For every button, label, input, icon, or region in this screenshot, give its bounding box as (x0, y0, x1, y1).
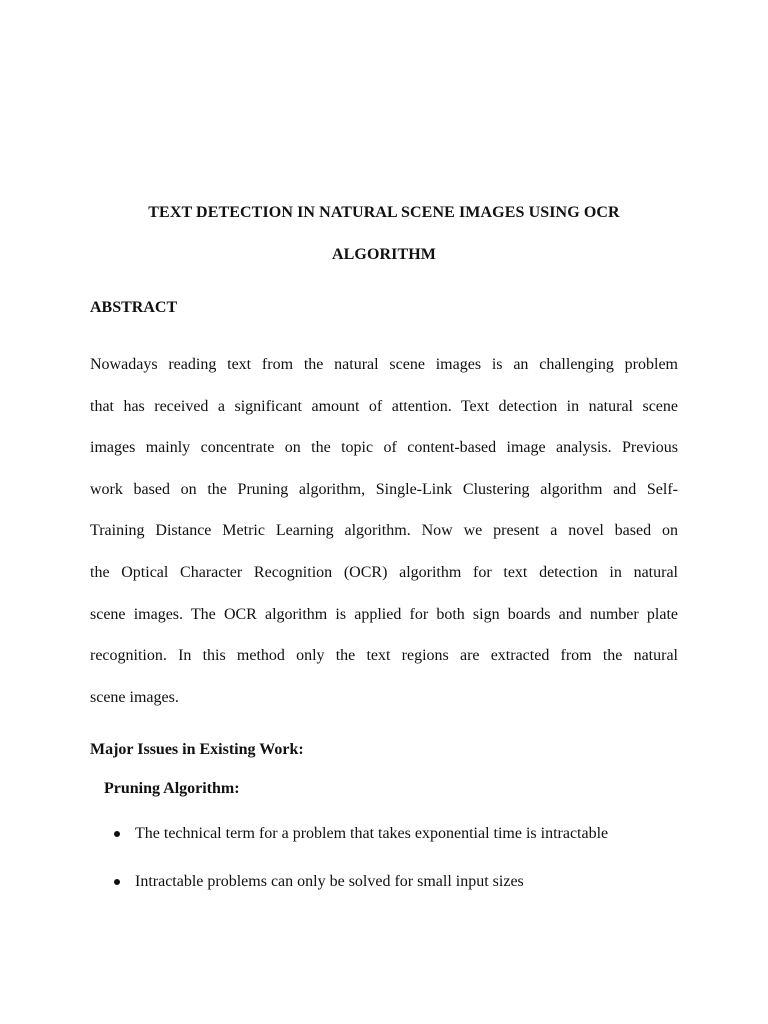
section-heading: Major Issues in Existing Work: (90, 741, 304, 758)
subsection-heading: Pruning Algorithm: (104, 780, 240, 797)
document-title-line-2: ALGORITHM (331, 246, 437, 263)
bullet-list (114, 824, 694, 920)
list-item (114, 824, 694, 872)
abstract-heading: ABSTRACT (90, 299, 178, 316)
abstract-line: the Optical Character Recognition (OCR) algorithm for text detection in natural (90, 563, 678, 581)
bullet-icon (114, 879, 120, 885)
abstract-line: Training Distance Metric Learning algorithm. Now we present a novel based on (90, 522, 678, 540)
abstract-line: work based on the Pruning algorithm, Single-Link Clustering algorithm and Self- (90, 480, 678, 498)
abstract-line: scene images. The OCR algorithm is applied for both sign boards and number plate (90, 605, 678, 623)
bullet-text: The technical term for a problem that takes exponential time is intractable (135, 825, 609, 842)
bullet-text: Intractable problems can only be solved for small input sizes (135, 873, 524, 890)
bullet-icon (114, 831, 120, 837)
abstract-paragraph (90, 344, 678, 718)
abstract-line: Nowadays reading text from the natural scene images is an challenging problem (90, 356, 678, 373)
document-title-line-1: TEXT DETECTION IN NATURAL SCENE IMAGES USING OCR (148, 204, 620, 221)
abstract-line: images mainly concentrate on the topic of content-based image analysis. Previous (90, 439, 678, 457)
abstract-line: recognition. In this method only the text regions are extracted from the natural (90, 647, 678, 665)
list-item (114, 872, 694, 920)
abstract-line: that has received a significant amount of attention. Text detection in natural scene (90, 397, 678, 415)
abstract-line: scene images. (90, 688, 179, 706)
